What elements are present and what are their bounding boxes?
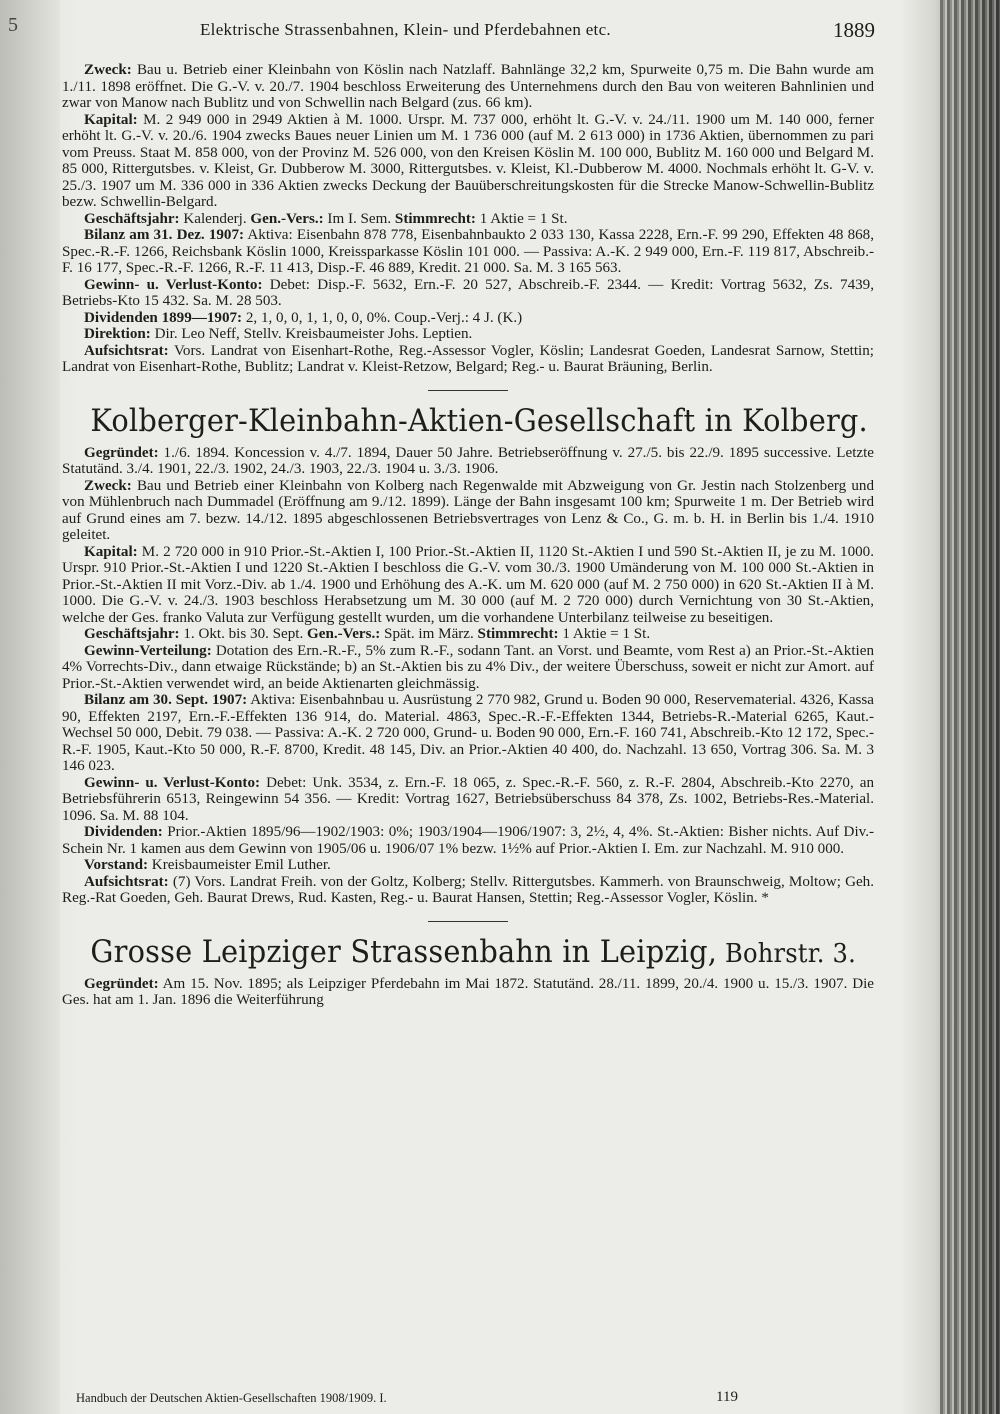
entry-text: M. 2 949 000 in 2949 Aktien à M. 1000. Urspr. M. 737 000, erhöht lt. G.-V. v. 24./11. 1900 um M. 140 000, ferner erhöht lt. G.-V. v. 20./6. 1904 zwecks Baues neuer Linien um M. 1 736 000 (auf M. 2 613 000) in 1736 Aktien, übernommen zu pari vom Preuss. Staat M. 858 000, von der Provinz M. 526 000, von den Kreisen Köslin M. 100 000, Bublitz M. 160 000 und Belgard M. 85 000, Rittergutsbes. v. Kleist, Gr. Dubberow M. 3000, Rittergutsbes. v. Kleist, Kl.-Dubberow M. 4000. Nochmals erhöht lt. G-V. v. 25./3. 1907 um M. 336 000 in 336 Aktien zwecks Deckung der Bauüberschreitungskosten für die Strecke Manow-Schwellin-Bublitz bezw. Schwellin-Belgard. (62, 111, 874, 210)
section-divider (428, 921, 508, 922)
page-number: 1889 (833, 18, 875, 42)
entry-label: Vorstand: (84, 857, 149, 873)
entry-label: Stimmrecht: (394, 210, 476, 227)
page-gutter (0, 0, 60, 1414)
section-divider (428, 390, 508, 391)
entry-paragraph (62, 277, 874, 310)
entry-label: Bilanz am 31. Dez. 1907: (84, 227, 245, 243)
entry-paragraph (62, 976, 874, 1009)
entry-paragraph (62, 775, 874, 825)
entry-text: Bau u. Betrieb einer Kleinbahn von Köslin nach Natzlaff. Bahnlänge 32,2 km, Spurweite 0,75 m. Die Bahn wurde am 1./11. 1898 eröffnet. Die G.-V. v. 20./7. 1904 beschloss Erweiterung des Unternehmens durch den Bau von weiteren Bahnlinien und zwar von Manow nach Bublitz und von Schwellin nach Belgard (zus. 66 km). (62, 62, 874, 111)
entry-text: M. 2 720 000 in 910 Prior.-St.-Aktien I, 100 Prior.-St.-Aktien II, 1120 St.-Aktien I und 590 St.-Aktien II, je zu M. 1000. Urspr. 910 Prior.-St.-Aktien I und 1220 St.-Aktien I beschloss die G.-V. vom 30./3. 1900 Umänderung von M. 100 000 St.-Aktien in Prior.-St.-Aktien II mit Vorz.-Div. ab 1./4. 1900 und Erhöhung des A.-K. um M. 620 000 (auf M. 2 750 000) in 620 St.-Aktien II à M. 1000. Die G.-V. v. 24./3. 1903 beschloss Herabsetzung um M. 30 000 (auf M. 2 720 000) durch Vernichtung von 30 St.-Aktien, welche der Ges. franko Valuta zur Verfügung gestellt wurden, um die vorhandene Unterbilanz teilweise zu beseitigen. (62, 543, 874, 626)
entry-text: Am 15. Nov. 1895; als Leipziger Pferdebahn im Mai 1872. Statutänd. 28./11. 1899, 20./4. 1900 u. 15./3. 1907. Die Ges. hat am 1. Jan. 1896 die Weiterführung (62, 975, 874, 1008)
entry-label: Bilanz am 30. Sept. 1907: (84, 692, 248, 708)
company-name-leipzig: Grosse Leipziger Strassenbahn in Leipzig, (90, 933, 718, 970)
entry-text: Spät. im März. (380, 626, 478, 642)
entry-text: 2, 1, 0, 0, 1, 1, 0, 0, 0%. Coup.-Verj.: 4 J. (K.) (242, 309, 523, 326)
running-head: Elektrische Strassenbahnen, Klein- und Pferdebahnen etc. (200, 20, 611, 39)
entry-text: Debet: Disp.-F. 5632, Ern.-F. 20 527, Abschreib.-F. 2344. — Kredit: Vortrag 5632, Zs. 7439, Betriebs-Kto 15 432. Sa. M. 28 503. (62, 276, 874, 309)
entry-text: Im I. Sem. (323, 210, 395, 227)
company-title-kolberg: Kolberger-Kleinbahn-Aktien-Gesellschaft in Kolberg. (90, 402, 868, 439)
entry-label: Gen.-Vers.: (250, 210, 324, 227)
corner-mark: 5 (8, 14, 18, 36)
entry-paragraph (62, 874, 874, 907)
entry-paragraph (62, 692, 874, 775)
entry-label: Aufsichtsrat: (84, 873, 169, 890)
entry-paragraph (62, 326, 874, 343)
entry-text: Vors. Landrat von Eisenhart-Rothe, Reg.-Assessor Vogler, Köslin; Landesrat Goeden, Landesrat Sarnow, Stettin; Landrat von Eisenhart-Rothe, Bublitz; Landrat v. Kleist-Retzow, Belgard; Reg.- u. Baurat Bräuning, Berlin. (62, 342, 874, 375)
continued-company-section (62, 62, 874, 376)
entry-label: Geschäftsjahr: (84, 210, 180, 227)
entry-paragraph (62, 445, 874, 478)
entry-text: Dir. Leo Neff, Stellv. Kreisbaumeister Johs. Leptien. (150, 326, 473, 342)
entry-label: Dividenden 1899—1907: (84, 309, 243, 326)
page-body (62, 62, 874, 1009)
entry-label: Gegründet: (84, 444, 159, 461)
entry-paragraph (62, 478, 874, 544)
entry-text: Bau und Betrieb einer Kleinbahn von Kolberg nach Regenwalde mit Abzweigung von Gr. Jestin nach Stolzenberg und von Mühlenbruch nach Dummadel (Eröffnung am 9./12. 1899). Länge der Bahn insgesamt 100 km; Spurweite 1 m. Der Betrieb wird auf Grund eines am 7. bezw. 14./12. 1895 abgeschlossenen Betriebsvertrages von Lenz & Co., G. m. b. H. in Berlin bis 1./4. 1910 geleitet. (62, 477, 874, 543)
entry-label: Kapital: (84, 543, 138, 560)
leipzig-section (62, 976, 874, 1009)
entry-text: 1 Aktie = 1 St. (558, 626, 651, 642)
entry-label: Zweck: (84, 62, 132, 78)
entry-label: Gewinn- u. Verlust-Konto: (84, 774, 261, 791)
entry-label: Stimmrecht: (477, 626, 559, 642)
page-edge (940, 0, 1000, 1414)
entry-paragraph (62, 227, 874, 277)
entry-paragraph (62, 310, 874, 327)
entry-paragraph (62, 626, 874, 643)
signature-mark: 119 (716, 1389, 738, 1405)
entry-text: (7) Vors. Landrat Freih. von der Goltz, Kolberg; Stellv. Rittergutsbes. Kammerh. von Braunschweig, Moltow; Geh. Reg.-Rat Goeden, Geh. Baurat Drews, Rud. Kasten, Reg.- u. Baurat Hansen, Stettin; Reg.-Assessor Vogler, Köslin. * (62, 873, 874, 906)
entry-label: Gen.-Vers.: (307, 626, 381, 642)
entry-text: Kalenderj. (179, 210, 251, 227)
entry-label: Geschäftsjahr: (84, 626, 180, 642)
entry-text: 1 Aktie = 1 St. (475, 210, 568, 227)
entry-text: Prior.-Aktien 1895/96—1902/1903: 0%; 1903/1904—1906/1907: 3, 2½, 4, 4%. St.-Aktien: Bisher nichts. Auf Div.-Schein Nr. 1 kamen aus dem Gewinn von 1905/06 u. 1906/07 1% bezw. 1½% auf Prior.-Aktien I. Em. zur Nachzahl. M. 910 000. (62, 824, 874, 857)
company-title-leipzig (90, 933, 856, 970)
entry-label: Zweck: (84, 477, 132, 494)
entry-label: Aufsichtsrat: (84, 342, 169, 359)
entry-paragraph (62, 544, 874, 627)
page-header (60, 14, 875, 48)
footer-title: Handbuch der Deutschen Aktien-Gesellschaften 1908/1909. I. (76, 1391, 387, 1405)
entry-label: Gewinn-Verteilung: (84, 642, 212, 659)
entry-text: Debet: Unk. 3534, z. Ern.-F. 18 065, z. Spec.-R.-F. 560, z. R.-F. 2804, Abschreib.-Kto 2270, an Betriebsführerin 6513, Reingewinn 54 356. — Kredit: Vortrag 1627, Betriebsüberschuss 84 378, Zs. 1002, Betriebs-Res.-Material. 1096. Sa. M. 88 104. (62, 774, 875, 824)
page-footer (76, 1391, 876, 1409)
entry-label: Gegründet: (84, 975, 159, 992)
company-address-leipzig: Bohrstr. 3. (717, 938, 856, 969)
entry-text: Dotation des Ern.-R.-F., 5% zum R.-F., sodann Tant. an Vorst. und Beamte, vom Rest a) an Prior.-St.-Aktien 4% Vorrechts-Div., dann etwaige Rückstände; b) an St.-Aktien bis zu 4% Div., der weitere Überschuss, soweit er nicht zur Amort. auf Prior.-St.-Aktien verwendet wird, an beide Aktienarten gleichmässig. (62, 642, 874, 692)
entry-text: Aktiva: Eisenbahn 878 778, Eisenbahnbaukto 2 033 130, Kassa 2228, Ern.-F. 99 290, Effekten 48 868, Spec.-R.-F. 1266, Reichsbank Köslin 1000, Kreissparkasse Köslin 101 000. — Passiva: A.-K. 2 949 000, Ern.-F. 119 817, Abschreib.-F. 16 177, Spec.-R.-F. 1266, R.-F. 11 413, Disp.-F. 46 889, Kredit. 21 000. Sa. M. 3 165 563. (62, 227, 874, 276)
entry-paragraph (62, 343, 874, 376)
entry-text: Aktiva: Eisenbahnbau u. Ausrüstung 2 770 982, Grund u. Boden 90 000, Reservematerial. 4326, Kassa 90, Effekten 2197, Ern.-F.-Effekten 136 914, do. Material. 4863, Spec.-R.-F.-Effekten 1344, Betriebs-R.-Material 6265, Kaut.-Wechsel 50 000, Debit. 79 038. — Passiva: A.-K. 2 720 000, Grund- u. Boden 90 000, Ern.-F. 160 741, Abschreib.-Kto 12 172, Spec.-R.-F. 1905, Kaut.-Kto 50 000, R.-F. 8700, Kredit. 48 145, Div. an Prior.-Aktien 40 400, do. Nachzahl. 13 650, Vortrag 306. Sa. M. 3 146 023. (62, 692, 874, 774)
kolberg-section (62, 445, 874, 907)
entry-text: Kreisbaumeister Emil Luther. (148, 857, 331, 873)
entry-label: Kapital: (84, 111, 138, 128)
entry-label: Dividenden: (84, 824, 163, 840)
entry-label: Direktion: (84, 326, 151, 342)
entry-paragraph (62, 112, 874, 211)
entry-paragraph (62, 643, 874, 693)
entry-label: Gewinn- u. Verlust-Konto: (84, 276, 263, 293)
entry-paragraph (62, 824, 874, 857)
entry-text: 1. Okt. bis 30. Sept. (179, 626, 308, 642)
entry-paragraph (62, 211, 874, 228)
entry-text: 1./6. 1894. Koncession v. 4./7. 1894, Dauer 50 Jahre. Betriebseröffnung v. 27./5. bis 22./9. 1895 successive. Letzte Statutänd. 3./4. 1901, 22./3. 1902, 24./3. 1903, 22./3. 1904 u. 3./3. 1906. (62, 444, 874, 477)
entry-paragraph (62, 857, 874, 874)
entry-paragraph (62, 62, 874, 112)
